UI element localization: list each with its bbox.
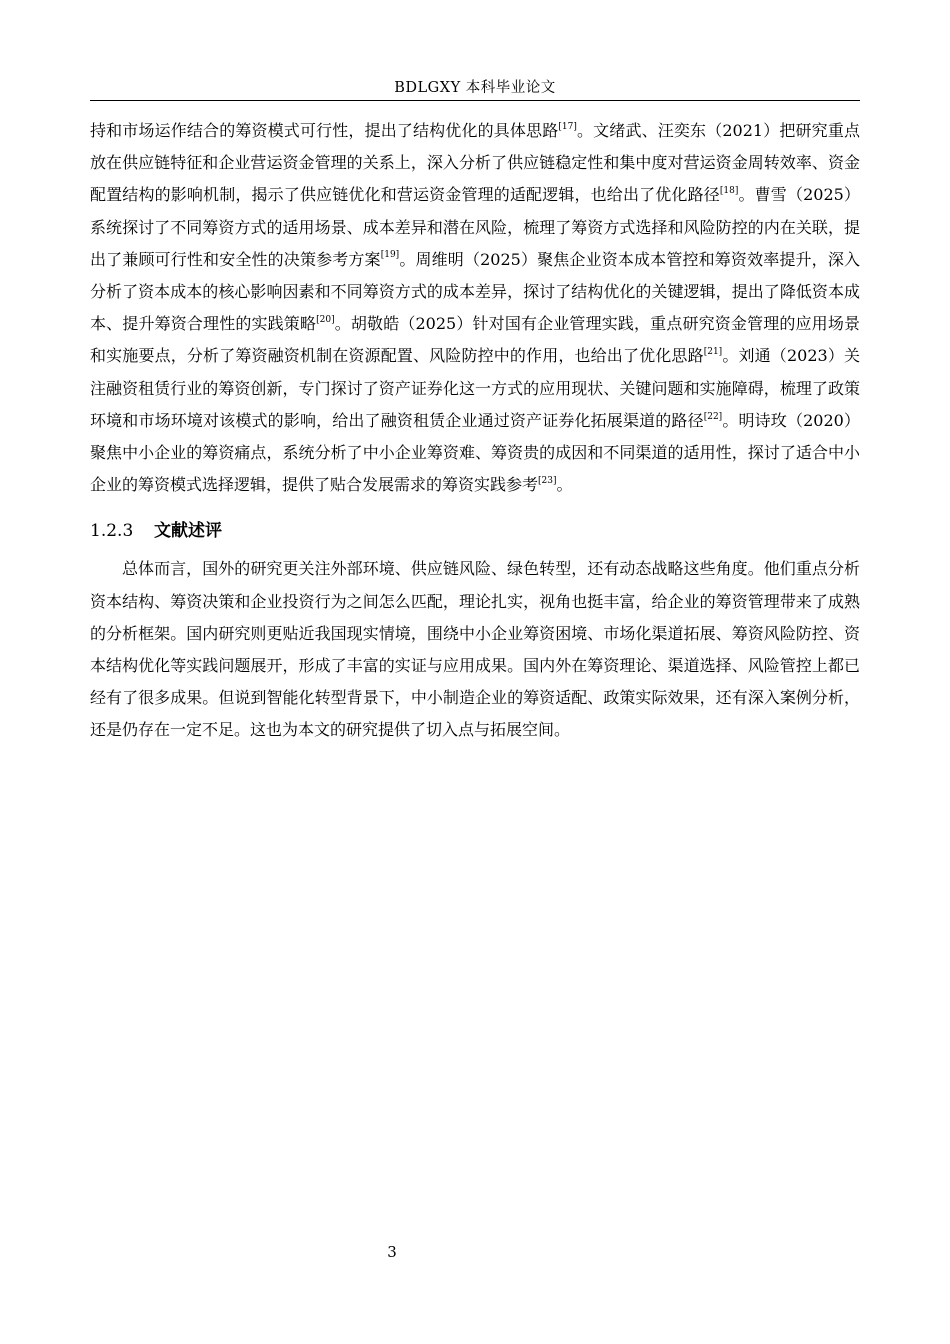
section-number: 1.2.3 (90, 521, 134, 542)
header-rule (90, 100, 860, 101)
paragraph-literature-review: 总体而言，国外的研究更关注外部环境、供应链风险、绿色转型，还有动态战略这些角度。他们重点分析资本结构、筹资决策和企业投资行为之间怎么匹配，理论扎实，视角也挺丰富，给企业的筹资管理带来了成熟的分析框架。国内研究则更贴近我国现实情境，围绕中小企业筹资困境、市场化渠道拓展、筹资风险防控、资本结构优化等实践问题展开，形成了丰富的实证与应用成果。国内外在筹资理论、渠道选择、风险管控上都已经有了很多成果。但说到智能化转型背景下，中小制造企业的筹资适配、政策实际效果，还有深入案例分析，还是仍存在一定不足。这也为本文的研究提供了切入点与拓展空间。 (90, 559, 860, 740)
citation-22: [22] (703, 411, 723, 422)
running-header: BDLGXY 本科毕业论文 (394, 80, 556, 96)
section-heading (90, 515, 860, 547)
text-segment: 持和市场运作结合的筹资模式可行性，提出了结构优化的具体思路 (90, 121, 559, 140)
page-number: 3 (387, 1243, 397, 1261)
text-segment: 。文绪武、汪奕东（2021）把研究重点放在供应链特征和企业营运资金管理的关系上，深入分析了供应链稳定性和集中度对营运资金周转效率、资金配置结构的影响机制，揭示了供应链优化和营运资金管理的适配逻辑，也给出了优化路径 (90, 121, 860, 205)
text-segment: 。明诗玫（2020）聚焦中小企业的筹资痛点，系统分析了中小企业筹资难、筹资贵的成因和不同渠道的适用性，探讨了适合中小企业的筹资模式选择逻辑，提供了贴合发展需求的筹资实践参考 (90, 410, 860, 495)
citation-19: [19] (380, 250, 400, 261)
text-segment: 。 (556, 475, 573, 495)
citation-21: [21] (703, 347, 723, 358)
paragraph-literature-domestic (90, 115, 860, 501)
text-segment: 。周维明（2025）聚焦企业资本成本管控和筹资效率提升，深入分析了资本成本的核心影响因素和不同筹资方式的成本差异，探讨了结构优化的关键逻辑，提出了降低资本成本、提升筹资合理性的实践策略 (90, 249, 860, 334)
text-segment: 。刘通（2023）关注融资租赁行业的筹资创新，专门探讨了资产证券化这一方式的应用现状、关键问题和实施障碍，梳理了政策环境和市场环境对该模式的影响，给出了融资租赁企业通过资产证券化拓展渠道的路径 (90, 346, 860, 430)
citation-20: [20] (316, 314, 335, 325)
section-title: 文献述评 (154, 521, 222, 542)
citation-23: [23] (538, 475, 557, 486)
citation-18: [18] (719, 186, 739, 197)
body-text (90, 115, 860, 747)
text-segment: 。胡敬皓（2025）针对国有企业管理实践，重点研究资金管理的应用场景和实施要点，分析了筹资融资机制在资源配置、风险防控中的作用，也给出了优化思路 (90, 314, 860, 366)
citation-17: [17] (558, 121, 577, 132)
text-segment: 。曹雪（2025）系统探讨了不同筹资方式的适用场景、成本差异和潜在风险，梳理了筹资方式选择和风险防控的内在关联，提出了兼顾可行性和安全性的决策参考方案 (90, 185, 860, 269)
